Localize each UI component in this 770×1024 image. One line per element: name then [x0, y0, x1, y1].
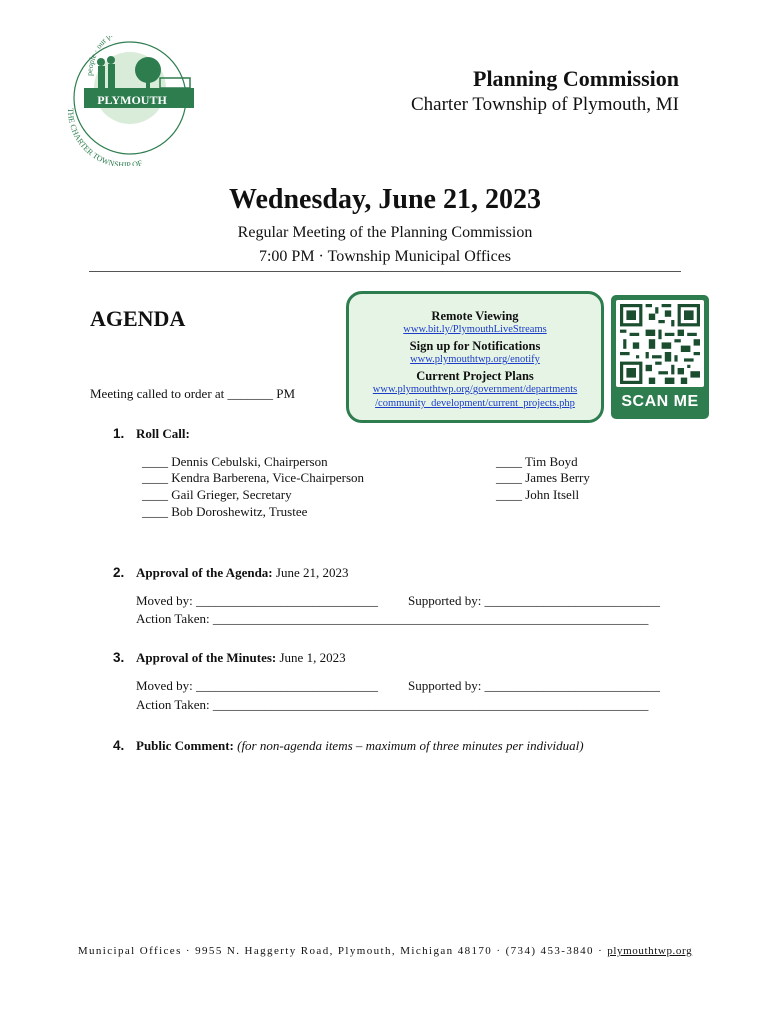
approval-agenda-date: June 21, 2023 — [272, 565, 349, 580]
logo-arc-bottom-text: THE CHARTER TOWNSHIP OF — [65, 107, 144, 166]
project-plans-heading: Current Project Plans — [416, 369, 534, 383]
header-divider — [89, 271, 681, 272]
township-logo — [62, 36, 198, 166]
public-comment-heading — [136, 738, 584, 754]
qr-code-card[interactable] — [611, 295, 709, 419]
meeting-date: Wednesday, June 21, 2023 — [229, 184, 541, 215]
approval-minutes-heading — [136, 650, 346, 666]
roll-call-member: ____ Kendra Barberena, Vice-Chairperson — [142, 470, 365, 485]
footer-website-link[interactable]: plymouthtwp.org — [607, 945, 693, 957]
notifications-link[interactable]: www.plymouthtwp.org/enotify — [410, 354, 540, 365]
roll-call-member: ____ Bob Doroshewitz, Trustee — [142, 504, 308, 519]
agenda-action-taken: Action Taken: ___________________________________________________________________ — [136, 611, 649, 626]
footer — [0, 945, 770, 957]
call-to-order-line: Meeting called to order at _______ PM — [90, 386, 296, 401]
approval-minutes-date: June 1, 2023 — [276, 650, 346, 665]
township-seal-icon — [62, 36, 198, 166]
roll-call-member: ____ James Berry — [496, 470, 590, 485]
minutes-supported-by: Supported by: ___________________________ — [408, 678, 661, 693]
section-1-number: 1. — [113, 426, 125, 441]
section-2-number: 2. — [113, 565, 125, 580]
remote-viewing-link[interactable]: www.bit.ly/PlymouthLiveStreams — [403, 324, 547, 335]
minutes-action-taken: Action Taken: ___________________________________________________________________ — [136, 697, 649, 712]
roll-call-member: ____ Tim Boyd — [496, 454, 578, 469]
minutes-moved-by: Moved by: ____________________________ — [136, 678, 378, 693]
org-title: Planning Commission — [473, 66, 679, 91]
agenda-moved-by: Moved by: ____________________________ — [136, 593, 378, 608]
roll-call-member: ____ Gail Grieger, Secretary — [142, 487, 292, 502]
remote-info-box — [346, 291, 604, 423]
approval-agenda-heading — [136, 565, 348, 581]
section-4-number: 4. — [113, 738, 125, 753]
section-3-number: 3. — [113, 650, 125, 665]
footer-address: Municipal Offices · 9955 N. Haggerty Road, Plymouth, Michigan 48170 · (734) 453-3840 · — [77, 945, 608, 957]
roll-call-title: Roll Call: — [136, 426, 190, 441]
agenda-supported-by: Supported by: ___________________________ — [408, 593, 661, 608]
approval-agenda-title: Approval of the Agenda: — [136, 565, 273, 580]
meeting-time-location: 7:00 PM · Township Municipal Offices — [258, 248, 512, 265]
org-subtitle: Charter Township of Plymouth, MI — [410, 94, 679, 115]
public-comment-title: Public Comment: — [136, 738, 234, 753]
public-comment-note: (for non-agenda items – maximum of three minutes per individual) — [233, 738, 584, 753]
logo-arc-top-text: people · our p — [84, 36, 113, 77]
qr-code-icon — [620, 304, 700, 384]
scan-me-label: SCAN ME — [621, 393, 699, 410]
project-plans-link-line1[interactable]: www.plymouthtwp.org/government/departments — [372, 384, 578, 395]
meeting-type: Regular Meeting of the Planning Commission — [237, 224, 533, 241]
roll-call-member: ____ John Itsell — [496, 487, 580, 502]
project-plans-link-line2[interactable]: /community_development/current_projects.php — [375, 398, 575, 409]
roll-call-member: ____ Dennis Cebulski, Chairperson — [142, 454, 328, 469]
agenda-heading: AGENDA — [90, 306, 186, 331]
remote-viewing-heading: Remote Viewing — [431, 309, 519, 323]
approval-minutes-title: Approval of the Minutes: — [136, 650, 277, 665]
notifications-heading: Sign up for Notifications — [409, 339, 541, 353]
logo-plymouth-text: PLYMOUTH — [97, 93, 167, 107]
